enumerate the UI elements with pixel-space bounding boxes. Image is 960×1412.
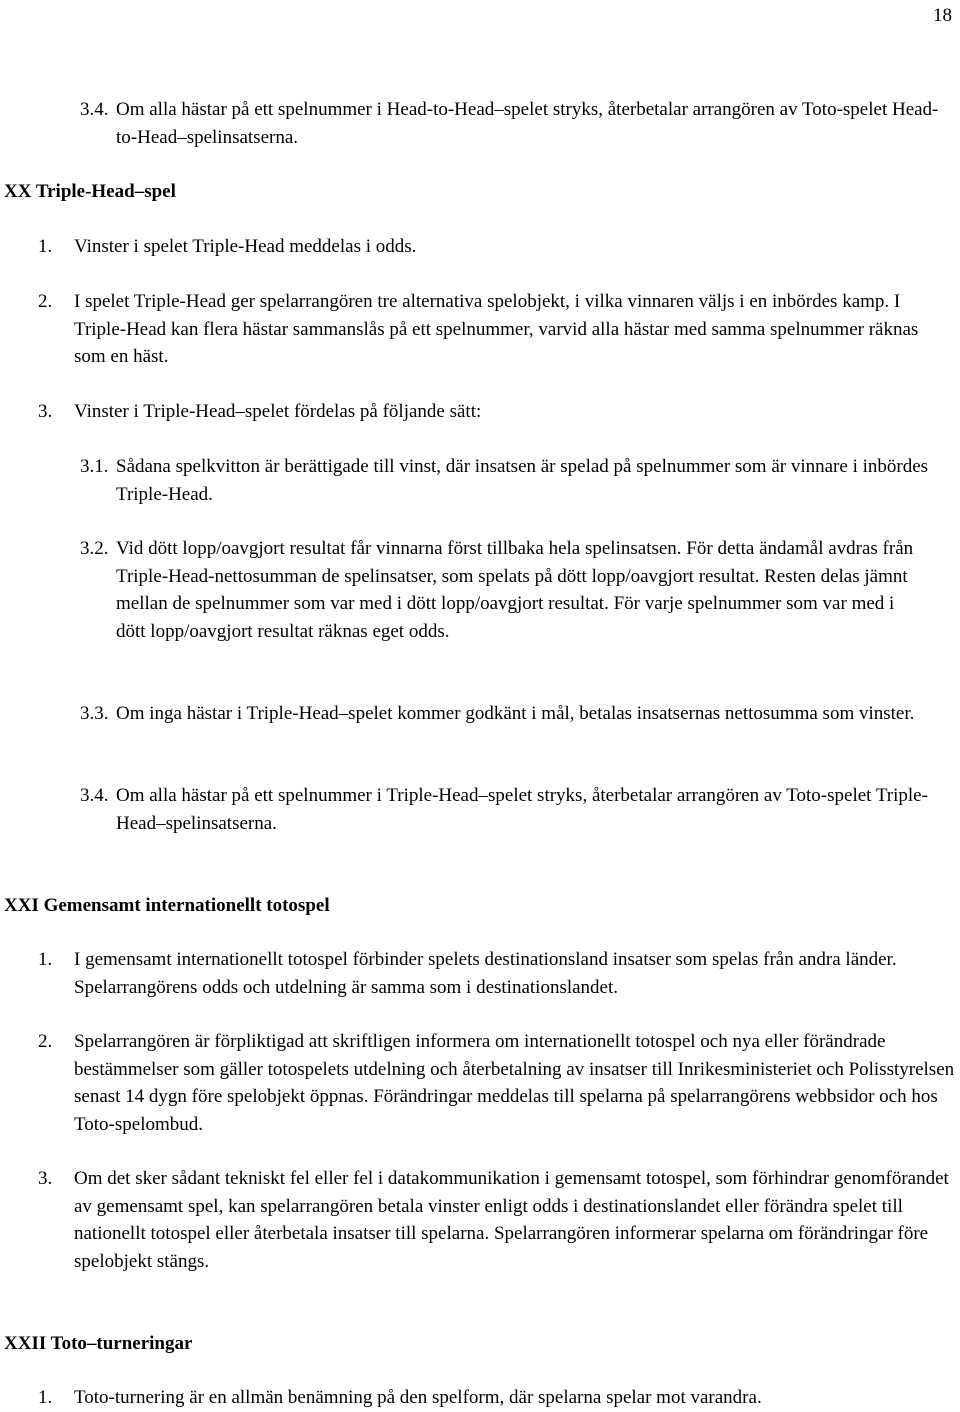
- paragraph: I spelet Triple-Head ger spelarrangören tre alternativa spelobjekt, i vilka vinnaren väljs i en inbördes kamp. I Triple-Head kan flera hästar sammanslås på ett spelnummer, varvid alla hästar med samma spelnummer räknas som en häst.: [74, 291, 919, 367]
- item-number: 1.: [38, 949, 53, 970]
- paragraph: Om det sker sådant tekniskt fel eller fel i datakommunikation i gemensamt totospel, som förhindrar genomförandet av gemensamt spel, kan spelarrangören betala vinster enligt odds i destinationslandet eller förändra spelet till nationellt totospel eller återbetala insatser till spelarna. Spelarrangören informerar spelarna om förändringar före spelobjekt stängs.: [74, 1168, 949, 1272]
- paragraph: Vinster i spelet Triple-Head meddelas i odds.: [74, 236, 417, 257]
- item-number: 3.2.: [80, 538, 109, 559]
- section-heading: XXI Gemensamt internationellt totospel: [4, 895, 330, 916]
- section-heading: XXII Toto–turneringar: [4, 1333, 193, 1354]
- paragraph: Spelarrangören är förpliktigad att skriftligen informera om internationellt totospel och nya eller förändrade bestämmelser som gäller totospelets utdelning och återbetalning av insatser till Inrikesministeriet och Polisstyrelsen senast 14 dygn före spelobjekt öppnas. Förändringar meddelas till spelarna på spelarrangörens webbsidor och hos Toto-spelombud.: [74, 1031, 955, 1135]
- paragraph: Om alla hästar på ett spelnummer i Triple-Head–spelet stryks, återbetalar arrangören av Toto-spelet Triple-Head–spelinsatserna.: [116, 785, 928, 834]
- paragraph: Sådana spelkvitton är berättigade till vinst, där insatsen är spelad på spelnummer som är vinnare i inbördes Triple-Head.: [116, 456, 929, 505]
- item-number: 3.4.: [80, 785, 109, 806]
- item-number: 1.: [38, 236, 53, 257]
- item-number: 2.: [38, 1031, 53, 1052]
- paragraph: Om inga hästar i Triple-Head–spelet kommer godkänt i mål, betalas insatsernas nettosumma som vinster.: [116, 703, 915, 724]
- paragraph: I gemensamt internationellt totospel förbinder spelets destinationsland insatser som spelas från andra länder. Spelarrangörens odds och utdelning är samma som i destinationslandet.: [74, 949, 897, 998]
- item-number: 3.: [38, 401, 53, 422]
- paragraph: Vinster i Triple-Head–spelet fördelas på följande sätt:: [74, 401, 482, 422]
- page-number: 18: [933, 5, 952, 26]
- item-number: 2.: [38, 291, 53, 312]
- item-number: 3.: [38, 1168, 53, 1189]
- section-heading: XX Triple-Head–spel: [4, 181, 176, 202]
- paragraph: Toto-turnering är en allmän benämning på den spelform, där spelarna spelar mot varandra.: [74, 1387, 762, 1408]
- item-number: 3.1.: [80, 456, 109, 477]
- item-number: 1.: [38, 1387, 53, 1408]
- item-number: 3.3.: [80, 703, 109, 724]
- paragraph: Om alla hästar på ett spelnummer i Head-to-Head–spelet stryks, återbetalar arrangören av Toto-spelet Head-to-Head–spelinsatserna.: [116, 99, 939, 148]
- item-number: 3.4.: [80, 99, 109, 120]
- paragraph: Vid dött lopp/oavgjort resultat får vinnarna först tillbaka hela spelinsatsen. För detta ändamål avdras från Triple-Head-nettosumman de spelinsatser, som spelats på dött lopp/oavgjort resultat. Resten delas jämnt mellan de spelnummer som var med i dött lopp/oavgjort resultat. För varje spelnummer som var med i dött lopp/oavgjort resultat räknas eget odds.: [116, 538, 914, 642]
